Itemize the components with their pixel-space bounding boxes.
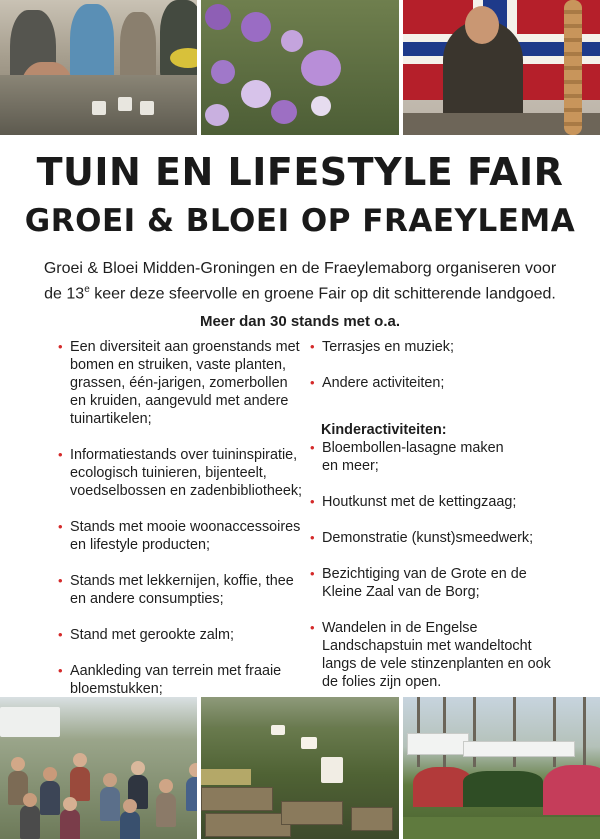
photo-crowd (0, 697, 197, 839)
intro-line-2-start: de 13 (44, 285, 85, 303)
intro-line-1: Groei & Bloei Midden-Groningen en de Fraeylemaborg organiseren voor (43, 260, 557, 277)
bullet-icon: • (310, 375, 315, 390)
list-item-line: Stands met mooie woonaccessoires (70, 519, 301, 535)
list-item-line: en andere consumpties; (70, 591, 224, 607)
bullet-icon: • (58, 339, 63, 354)
list-item-line: grassen, één-jarigen, zomerbollen (70, 375, 288, 391)
list-item-line: Aankleding van terrein met fraaie (70, 663, 282, 679)
list-item-line: tuinartikelen; (70, 411, 152, 427)
intro-paragraph (40, 258, 560, 304)
right-column (308, 338, 558, 691)
right-list-bottom (308, 439, 558, 691)
top-photo-strip (0, 0, 600, 135)
page-title: TUIN EN LIFESTYLE FAIR (36, 150, 564, 194)
bullet-icon: • (310, 566, 315, 581)
bullet-icon: • (310, 494, 315, 509)
photo-salmon-stand (403, 0, 600, 135)
list-item-line: Houtkunst met de kettingzaag; (322, 494, 517, 510)
photo-workshop (0, 0, 197, 135)
kids-heading: Kinderactiviteiten: (321, 422, 447, 438)
list-item-line: en meer; (322, 458, 379, 474)
bullet-icon: • (310, 530, 315, 545)
list-item-line: Kleine Zaal van de Borg; (322, 584, 480, 600)
list-item-line: Landschapstuin met wandeltocht (322, 638, 532, 654)
left-column (56, 338, 304, 698)
list-item-line: Bloembollen-lasagne maken (322, 440, 504, 456)
list-item (56, 572, 304, 608)
bottom-photo-strip (0, 697, 600, 839)
photo-tents (403, 697, 600, 839)
list-item (308, 565, 558, 601)
list-item (308, 338, 558, 356)
list-item (56, 446, 304, 500)
bullet-icon: • (58, 627, 63, 642)
list-item-line: Stand met gerookte zalm; (70, 627, 234, 643)
list-item (56, 662, 304, 698)
bullet-icon: • (310, 620, 315, 635)
intro-line-2-end: keer deze sfeervolle en groene Fair op dit schitterende landgoed. (89, 285, 556, 303)
list-item-line: Stands met lekkernijen, koffie, thee (70, 573, 294, 589)
list-item-line: Een diversiteit aan groenstands met (70, 339, 300, 355)
ordinal-superscript: e (84, 284, 90, 295)
list-item-line: en lifestyle producten; (70, 537, 210, 553)
list-item (308, 529, 558, 547)
list-item-line: Demonstratie (kunst)smeedwerk; (322, 530, 534, 546)
bullet-icon: • (310, 339, 315, 354)
list-item-line: voedselbossen en zadenbibliotheek; (70, 483, 303, 499)
list-item (308, 439, 558, 475)
bullet-icon: • (58, 573, 63, 588)
stands-heading: Meer dan 30 stands met o.a. (199, 313, 401, 330)
list-item-line: Informatiestands over tuininspiratie, (70, 447, 298, 463)
list-item-line: langs de vele stinzenplanten en ook (322, 656, 551, 672)
bullet-icon: • (58, 447, 63, 462)
list-item (56, 338, 304, 428)
list-item-line: ecologisch tuinieren, bijenteelt, (70, 465, 267, 481)
page-subtitle: GROEI & BLOEI OP FRAEYLEMA (24, 203, 576, 239)
list-item (308, 493, 558, 511)
list-item-line: en kruiden, aangevuld met andere (70, 393, 289, 409)
list-item (56, 626, 304, 644)
list-item (308, 374, 558, 392)
bullet-icon: • (58, 519, 63, 534)
photo-flowers (201, 0, 398, 135)
list-item (308, 619, 558, 691)
right-list-top (308, 338, 558, 392)
list-item-line: bomen en struiken, vaste planten, (70, 357, 286, 373)
list-item-line: de folies zijn open. (322, 674, 442, 690)
list-item-line: Andere activiteiten; (322, 375, 445, 391)
photo-plant-stand (201, 697, 398, 839)
list-item-line: bloemstukken; (70, 681, 163, 697)
list-item (56, 518, 304, 554)
bullet-icon: • (58, 663, 63, 678)
bullet-icon: • (310, 440, 315, 455)
list-item-line: Bezichtiging van de Grote en de (322, 566, 527, 582)
list-item-line: Terrasjes en muziek; (322, 339, 454, 355)
list-item-line: Wandelen in de Engelse (322, 620, 478, 636)
